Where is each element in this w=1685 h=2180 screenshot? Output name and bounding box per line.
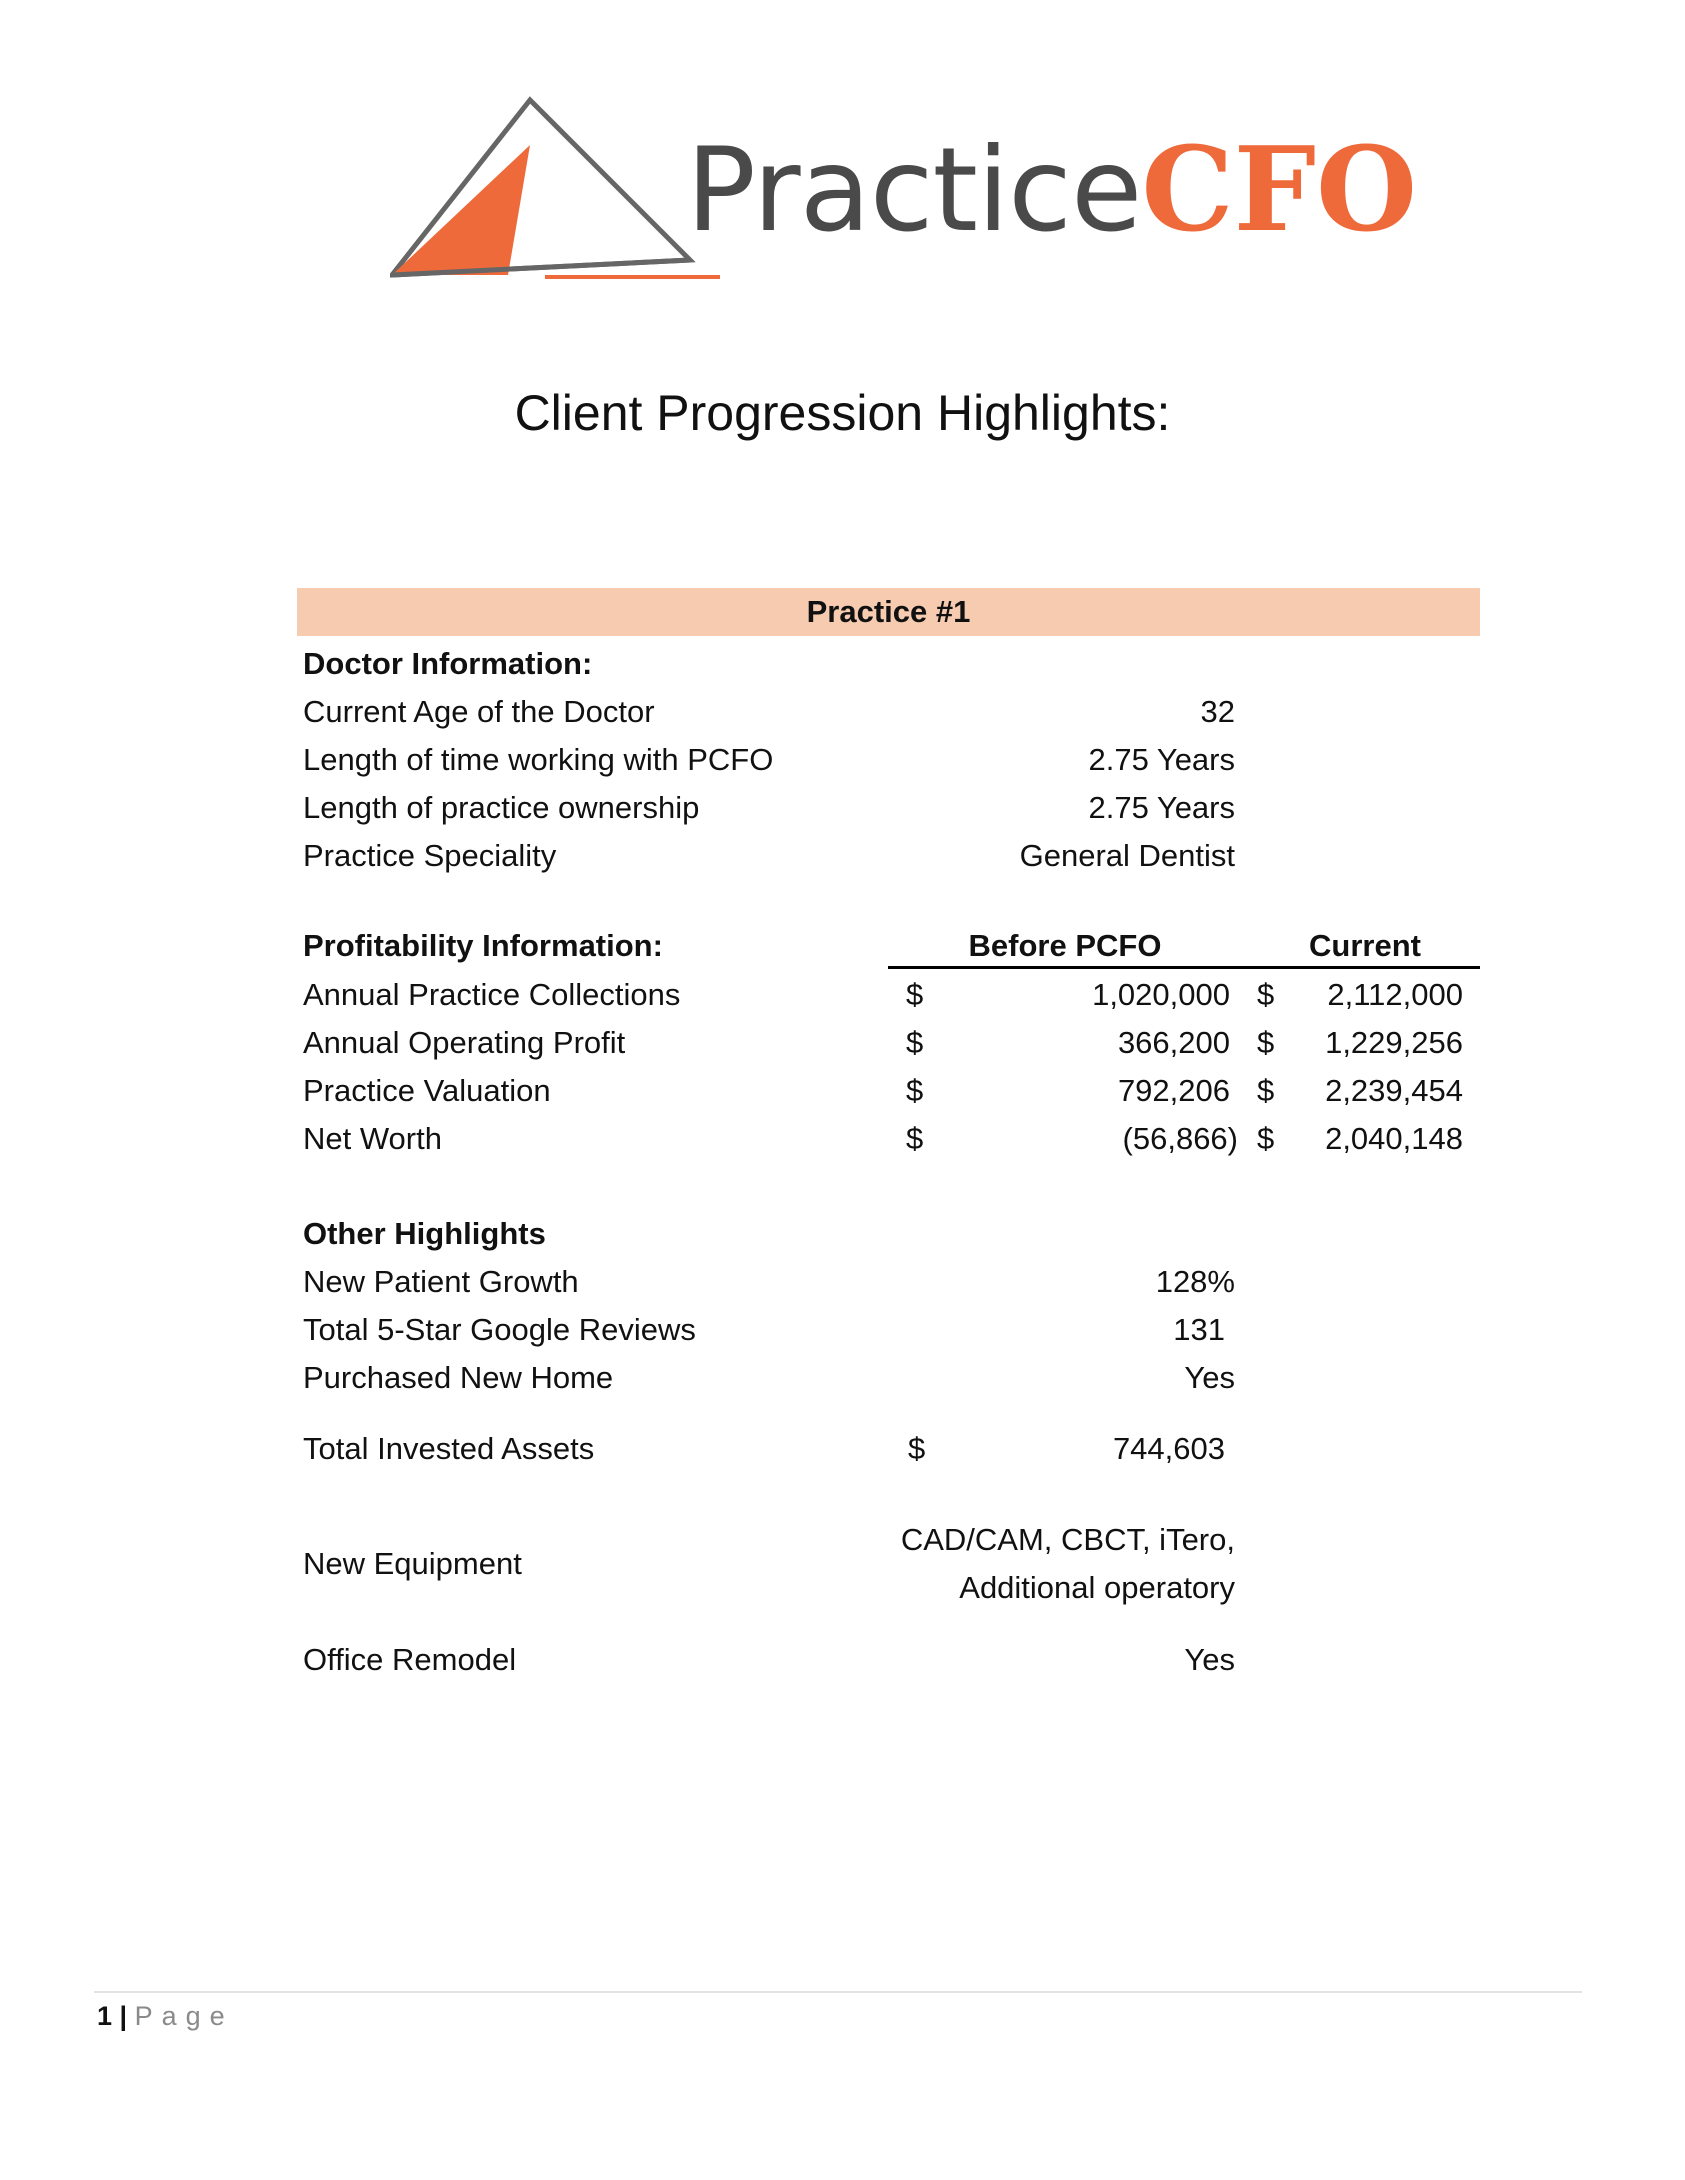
section-heading: Other Highlights xyxy=(303,1216,546,1251)
table-row xyxy=(0,688,1685,736)
row-value: 2.75 Years xyxy=(1088,742,1235,777)
currency-symbol: $ xyxy=(906,977,924,1012)
equipment-value xyxy=(901,1516,1235,1612)
currency-symbol: $ xyxy=(906,1073,924,1108)
current-value: 1,229,256 xyxy=(1325,1025,1463,1060)
row-label: Total 5-Star Google Reviews xyxy=(303,1312,696,1347)
row-label: New Equipment xyxy=(303,1546,522,1581)
row-value: General Dentist xyxy=(1019,838,1235,873)
profitability-heading-row xyxy=(0,922,1685,970)
table-row xyxy=(0,971,1685,1019)
table-row xyxy=(0,784,1685,832)
equipment-line: CAD/CAM, CBCT, iTero, xyxy=(900,1522,1235,1557)
table-row xyxy=(0,1540,1685,1588)
before-value: 1,020,000 xyxy=(1092,977,1230,1012)
row-value: 32 xyxy=(1200,694,1235,729)
equipment-line: Additional operatory xyxy=(959,1570,1235,1605)
page-footer xyxy=(97,1996,234,2036)
table-row xyxy=(0,1019,1685,1067)
page-number: 1 xyxy=(97,2001,113,2031)
currency-symbol: $ xyxy=(1257,1073,1275,1108)
before-value: 792,206 xyxy=(1117,1073,1230,1108)
row-label: Practice Valuation xyxy=(303,1073,551,1108)
practicecfo-logo xyxy=(390,95,1418,295)
row-label: Length of time working with PCFO xyxy=(303,742,774,777)
table-row xyxy=(0,1425,1685,1473)
section-heading: Doctor Information: xyxy=(303,646,593,681)
table-row xyxy=(0,1306,1685,1354)
row-value: Yes xyxy=(1184,1642,1235,1677)
column-header-before: Before PCFO xyxy=(968,928,1162,963)
currency-symbol: $ xyxy=(1257,977,1275,1012)
row-value: 2.75 Years xyxy=(1088,790,1235,825)
row-label: Current Age of the Doctor xyxy=(303,694,655,729)
row-label: Length of practice ownership xyxy=(303,790,700,825)
row-label: Net Worth xyxy=(303,1121,442,1156)
column-header-current: Current xyxy=(1309,928,1421,963)
table-row xyxy=(0,1115,1685,1163)
currency-symbol: $ xyxy=(1257,1025,1275,1060)
row-value: 128% xyxy=(1155,1264,1235,1299)
table-row xyxy=(0,832,1685,880)
page-title: Client Progression Highlights: xyxy=(514,385,1171,441)
current-value: 2,040,148 xyxy=(1325,1121,1463,1156)
currency-symbol: $ xyxy=(906,1121,924,1156)
footer-divider xyxy=(94,1991,1582,1993)
row-label: Annual Practice Collections xyxy=(303,977,681,1012)
before-value: 366,200 xyxy=(1117,1025,1230,1060)
page-word: Page xyxy=(134,2001,234,2031)
row-value: 744,603 xyxy=(1112,1431,1225,1466)
logo-wordmark: PracticeCFO xyxy=(686,122,1418,258)
row-label: Total Invested Assets xyxy=(303,1431,595,1466)
currency-symbol: $ xyxy=(908,1431,926,1466)
before-value: (56,866) xyxy=(1122,1121,1238,1156)
current-value: 2,112,000 xyxy=(1327,977,1463,1012)
row-label: Annual Operating Profit xyxy=(303,1025,626,1060)
header-underline xyxy=(888,966,1480,969)
doctor-info-heading-row xyxy=(0,640,1685,688)
practice-banner: Practice #1 xyxy=(297,588,1480,636)
currency-symbol: $ xyxy=(1257,1121,1275,1156)
row-value: Yes xyxy=(1184,1360,1235,1395)
table-row xyxy=(0,1067,1685,1115)
table-row xyxy=(0,1636,1685,1684)
row-label: Purchased New Home xyxy=(303,1360,614,1395)
table-row xyxy=(0,736,1685,784)
section-heading: Profitability Information: xyxy=(303,928,663,963)
footer-separator: | xyxy=(119,2001,128,2031)
row-label: Practice Speciality xyxy=(303,838,557,873)
row-label: Office Remodel xyxy=(303,1642,517,1677)
other-highlights-heading-row xyxy=(0,1210,1685,1258)
currency-symbol: $ xyxy=(906,1025,924,1060)
table-row xyxy=(0,1354,1685,1402)
row-value: 131 xyxy=(1173,1312,1225,1347)
row-label: New Patient Growth xyxy=(303,1264,579,1299)
current-value: 2,239,454 xyxy=(1325,1073,1463,1108)
table-row xyxy=(0,1258,1685,1306)
